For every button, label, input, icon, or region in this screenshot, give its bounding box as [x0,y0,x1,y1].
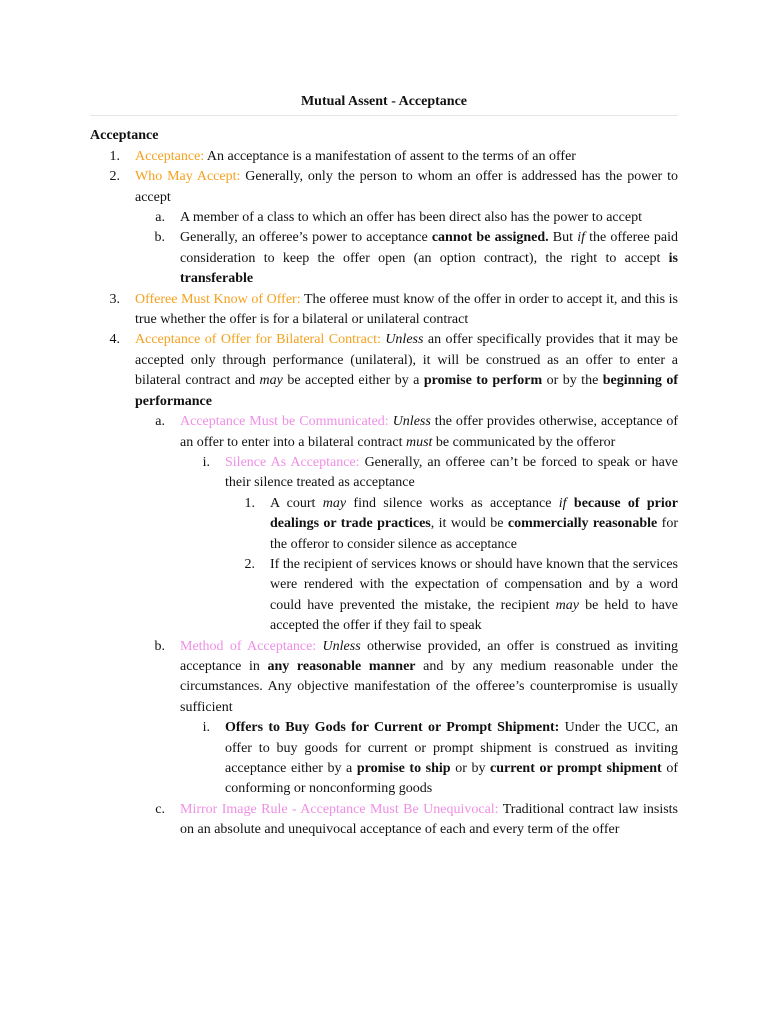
list-item: c. Mirror Image Rule - Acceptance Must Be Unequivocal: Traditional contract law insists on an absolute and unequivocal acceptance of each and every term of the offer [90,800,678,841]
list-item: a. Acceptance Must be Communicated: Unless the offer provides otherwise, acceptance of an offer to enter into a bilateral contract must be communicated by the offeror [90,412,678,453]
list-marker: 4. [109,332,120,348]
section-heading: Acceptance [90,128,159,144]
list-item: 1. A court may find silence works as acceptance if because of prior dealings or trade practices, it would be commercially reasonable for the offeror to consider silence as acceptance [90,494,678,555]
item-heading: Acceptance of Offer for Bilateral Contract: [135,332,381,348]
list-marker: 3. [109,291,120,307]
item-heading: Acceptance Must be Communicated: [180,414,389,430]
list-marker: a. [155,414,165,430]
list-marker: 2. [109,169,120,185]
document-page [90,92,678,841]
item-heading: Acceptance: [135,148,205,164]
item-heading: Mirror Image Rule - Acceptance Must Be Unequivocal: [180,801,499,817]
title-divider [90,115,678,116]
list-item: a. A member of a class to which an offer has been direct also has the power to accept [90,208,678,228]
list-marker: 2. [244,556,255,572]
list-item: i. Offers to Buy Gods for Current or Prompt Shipment: Under the UCC, an offer to buy goods for current or prompt shipment is construed as inviting acceptance either by a promise to ship or by current or prompt shipment of conforming or nonconforming goods [90,718,678,800]
document-title: Mutual Assent - Acceptance [300,94,468,109]
list-marker: a. [155,210,165,226]
item-heading: Silence As Acceptance: [225,454,360,470]
list-item: 2. If the recipient of services knows or should have known that the services were rendered with the expectation of compensation and by a word could have prevented the mistake, the recipient may be held to have accepted the offer if they fail to speak [90,555,678,637]
list-marker: i. [202,454,210,470]
item-heading: Offers to Buy Gods for Current or Prompt Shipment: [225,720,560,736]
list-item: b. Generally, an offeree’s power to acceptance cannot be assigned. But if the offeree paid consideration to keep the offer open (an option contract), the right to accept is transferable [90,228,678,289]
list-marker: 1. [109,148,120,164]
list-item: 2. Who May Accept: Generally, only the person to whom an offer is addressed has the power to accept [90,167,678,208]
list-item: i. Silence As Acceptance: Generally, an offeree can’t be forced to speak or have their silence treated as acceptance [90,453,678,494]
item-heading: Offeree Must Know of Offer: [135,291,301,307]
list-marker: b. [154,230,165,246]
list-marker: b. [154,638,165,654]
list-marker: i. [202,720,210,736]
list-item: 1. Acceptance: An acceptance is a manifestation of assent to the terms of an offer [90,147,678,167]
item-heading: Method of Acceptance: [180,638,317,654]
list-item: 3. Offeree Must Know of Offer: The offeree must know of the offer in order to accept it, and this is true whether the offer is for a bilateral or unilateral contract [90,290,678,331]
list-marker: 1. [244,495,255,511]
list-marker: c. [155,801,165,817]
list-item: 4. Acceptance of Offer for Bilateral Contract: Unless an offer specifically provides that it may be accepted only through performance (unilateral), it will be construed as an offer to enter a bilateral contract and may be accepted either by a promise to perform or by the beginning of performance [90,330,678,412]
item-heading: Who May Accept: [135,169,241,185]
list-item: b. Method of Acceptance: Unless otherwise provided, an offer is construed as inviting acceptance in any reasonable manner and by any medium reasonable under the circumstances. Any objective manifestation of the offeree’s counterpromise is usually sufficient [90,637,678,719]
